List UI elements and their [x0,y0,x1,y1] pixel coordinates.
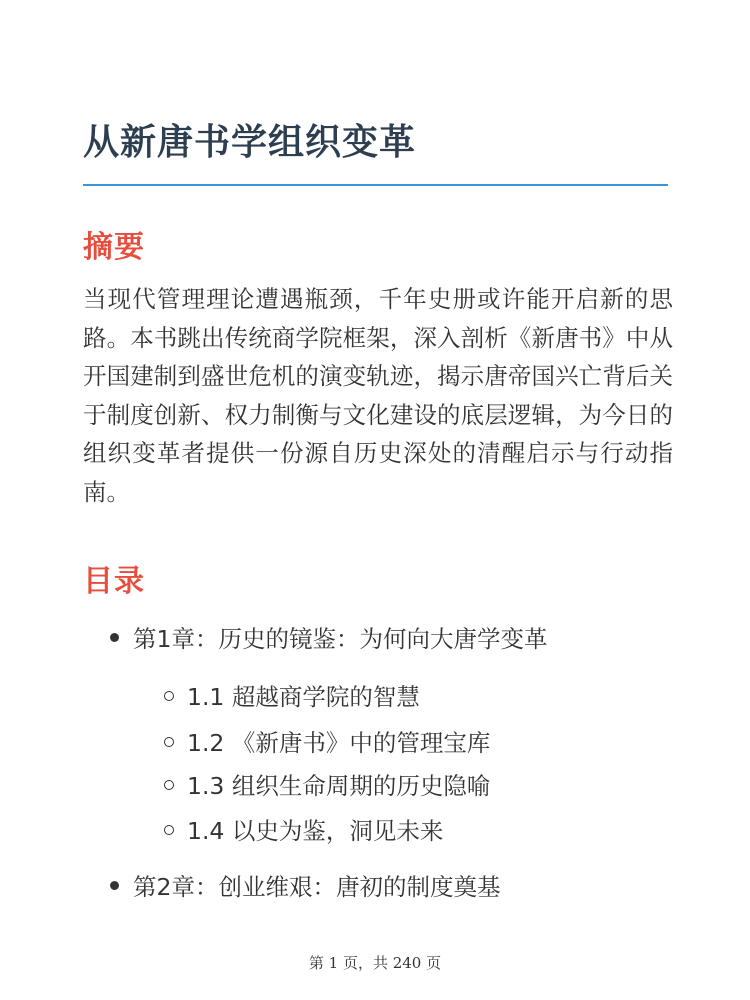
circle-bullet-icon [164,825,174,835]
toc-section-1-1[interactable] [164,678,420,712]
toc-section-label: 1.2 《新唐书》中的管理宝库 [187,729,491,757]
toc-section-1-2[interactable] [164,724,490,758]
toc-heading: 目录 [83,564,145,599]
title-divider [83,184,668,186]
toc-chapter-label: 第1章：历史的镜鉴：为何向大唐学变革 [133,625,548,653]
page-number-footer: 第 1 页，共 240 页 [308,954,442,972]
document-title: 从新唐书学组织变革 [83,122,417,163]
abstract-paragraph: 当现代管理理论遭遇瓶颈，千年史册或许能开启新的思路。本书跳出传统商学院框架，深入剖析《新唐书》中从开国建制到盛世危机的演变轨迹，揭示唐帝国兴亡背后关于制度创新、权力制衡与文化建设的底层逻辑，为今日的组织变革者提供一份源自历史深处的清醒启示与行动指南。 [83,285,673,506]
circle-bullet-icon [164,737,174,747]
toc-chapter-1[interactable] [110,620,547,654]
abstract-heading: 摘要 [83,230,145,265]
toc-chapter-2[interactable] [110,868,500,902]
toc-section-1-3[interactable] [164,767,490,801]
toc-section-label: 1.1 超越商学院的智慧 [187,683,420,711]
bullet-icon [110,881,119,890]
toc-section-label: 1.4 以史为鉴，洞见未来 [187,817,444,845]
circle-bullet-icon [164,780,174,790]
bullet-icon [110,633,119,642]
toc-chapter-label: 第2章：创业维艰：唐初的制度奠基 [133,873,501,901]
toc-section-1-4[interactable] [164,812,443,846]
circle-bullet-icon [164,691,174,701]
toc-section-label: 1.3 组织生命周期的历史隐喻 [187,772,491,800]
